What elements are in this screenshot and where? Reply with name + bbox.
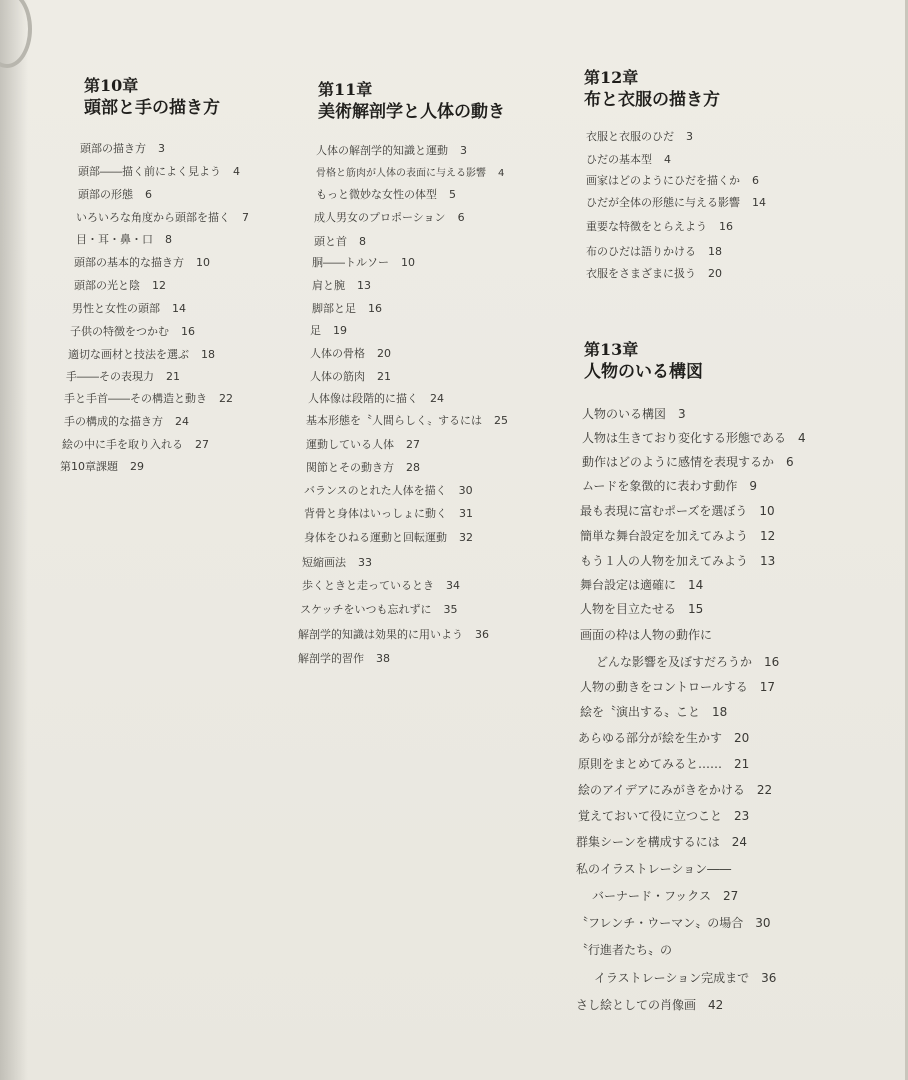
entry-page: 12	[760, 529, 776, 543]
entry-page: 6	[145, 188, 152, 201]
toc-entry[interactable]	[580, 502, 775, 519]
entry-title: 人体の解剖学的知識と運動	[316, 144, 448, 157]
entry-title: あらゆる部分が絵を生かす	[578, 731, 723, 745]
entry-page: 21	[166, 370, 180, 383]
entry-page: 8	[165, 233, 172, 246]
toc-entry[interactable]	[64, 413, 189, 429]
entry-title: 身体をひねる運動と回転運動	[304, 531, 447, 544]
toc-entry[interactable]	[586, 265, 722, 281]
toc-entry[interactable]	[316, 164, 504, 179]
toc-entry[interactable]	[76, 231, 172, 247]
toc-entry[interactable]	[312, 300, 382, 316]
toc-entry[interactable]	[308, 390, 444, 406]
entry-title: 私のイラストレーション――	[576, 862, 732, 876]
entry-title: もう１人の人物を加えてみよう	[580, 554, 749, 568]
entry-page: 30	[458, 484, 473, 497]
entry-title: 人物のいる構図	[582, 407, 667, 421]
entry-title: 重要な特徴をとらえよう	[586, 220, 707, 233]
entry-title: 歩くときと走っているとき	[302, 579, 434, 592]
entry-page: 10	[759, 504, 775, 518]
toc-entry[interactable]	[306, 459, 420, 475]
toc-entry[interactable]	[314, 209, 465, 225]
entry-title: 衣服をさまざまに扱う	[586, 267, 696, 280]
chapter-number: 第13章	[584, 340, 639, 359]
toc-entry[interactable]	[586, 151, 671, 167]
entry-title: 絵の中に手を取り入れる	[62, 438, 183, 451]
entry-page: 12	[152, 279, 166, 292]
toc-entry[interactable]	[578, 729, 749, 746]
entry-title: イラストレーション完成まで	[594, 971, 750, 985]
chapter-number: 第10章	[84, 76, 139, 95]
entry-title: 頭部の形態	[78, 188, 133, 201]
entry-title: 目・耳・鼻・口	[76, 233, 153, 246]
entry-title: 舞台設定は適確に	[580, 578, 677, 592]
entry-title: 子供の特徴をつかむ	[70, 325, 169, 338]
entry-title: 手と手首――その構造と動き	[64, 392, 207, 405]
toc-entry[interactable]	[576, 914, 771, 931]
entry-page: 10	[401, 256, 415, 269]
entry-page: 20	[708, 267, 722, 280]
entry-title: 人体の筋肉	[310, 370, 365, 383]
entry-title: 適切な画材と技法を選ぶ	[68, 348, 189, 361]
binding-shadow	[0, 0, 28, 1080]
entry-title: 成人男女のプロポーション	[314, 211, 446, 224]
entry-page: 6	[786, 455, 794, 469]
entry-title: 〝フレンチ・ウーマン〟の場合	[576, 916, 744, 930]
entry-page: 4	[233, 165, 240, 178]
toc-entry[interactable]	[60, 458, 144, 474]
toc-entry[interactable]	[298, 650, 390, 666]
toc-entry[interactable]	[80, 140, 165, 156]
entry-page: 16	[368, 302, 382, 315]
entry-page: 36	[761, 971, 777, 985]
entry-page: 35	[443, 603, 458, 616]
toc-entry[interactable]	[576, 996, 723, 1013]
entry-title: 簡単な舞台設定を加えてみよう	[580, 529, 749, 543]
entry-page: 32	[459, 531, 473, 544]
entry-page: 4	[798, 431, 806, 445]
entry-page: 27	[723, 889, 739, 903]
toc-entry[interactable]	[304, 482, 473, 498]
entry-title: 画家はどのようにひだを描くか	[586, 174, 740, 187]
entry-title: 動作はどのように感情を表現するか	[582, 455, 775, 469]
entry-page: 9	[749, 479, 758, 493]
entry-page: 17	[759, 680, 776, 694]
toc-entry[interactable]	[580, 678, 775, 695]
entry-title: 短縮画法	[302, 556, 346, 569]
toc-entry[interactable]	[580, 600, 703, 617]
entry-page: 5	[449, 188, 456, 201]
toc-entry[interactable]	[582, 405, 686, 422]
toc-entry[interactable]	[298, 626, 489, 642]
entry-page: 25	[494, 414, 508, 427]
entry-page: 8	[359, 235, 366, 248]
toc-entry[interactable]	[586, 128, 693, 144]
toc-entry[interactable]	[586, 243, 722, 259]
entry-page: 28	[406, 461, 420, 474]
toc-entry[interactable]	[310, 322, 347, 338]
entry-title: 布のひだは語りかける	[586, 245, 696, 258]
entry-title: 群集シーンを構成するには	[576, 835, 720, 849]
toc-entry[interactable]	[300, 601, 457, 617]
entry-page: 36	[475, 628, 489, 641]
toc-entry[interactable]	[582, 429, 806, 446]
toc-entry[interactable]	[76, 209, 249, 225]
toc-entry[interactable]	[304, 505, 473, 521]
toc-entry-continued[interactable]	[592, 887, 738, 904]
entry-title: 基本形態を〝人間らしく〟するには	[306, 414, 482, 427]
entry-page: 27	[406, 438, 420, 451]
entry-title: 人体像は段階的に描く	[308, 392, 418, 405]
entry-page: 31	[459, 507, 473, 520]
entry-page: 20	[734, 731, 750, 745]
toc-entry[interactable]	[578, 755, 749, 772]
entry-title: 原則をまとめてみると……	[578, 757, 723, 771]
entry-page: 19	[333, 324, 347, 337]
entry-page: 16	[181, 325, 195, 338]
toc-entry[interactable]	[302, 577, 460, 593]
entry-page: 30	[755, 916, 771, 930]
entry-title: スケッチをいつも忘れずに	[300, 603, 432, 616]
entry-title: 関節とその動き方	[306, 461, 394, 474]
toc-entry[interactable]	[312, 254, 415, 270]
toc-entry[interactable]	[580, 626, 712, 643]
toc-entry[interactable]	[310, 368, 391, 384]
entry-page: 29	[130, 460, 144, 473]
toc-entry-continued[interactable]	[594, 969, 776, 986]
toc-entry[interactable]	[74, 254, 210, 270]
entry-page: 22	[756, 783, 773, 797]
toc-entry[interactable]	[64, 390, 233, 406]
toc-entry[interactable]	[580, 527, 775, 544]
entry-title: ムードを象徴的に表わす動作	[582, 479, 738, 493]
entry-page: 23	[734, 809, 750, 823]
toc-entry-continued[interactable]	[596, 653, 779, 670]
toc-entry[interactable]	[578, 781, 772, 798]
entry-page: 21	[377, 370, 391, 383]
entry-title: 〝行進者たち〟の	[576, 943, 673, 957]
entry-title: バーナード・フックス	[592, 889, 712, 903]
toc-entry[interactable]	[306, 436, 420, 452]
entry-title: 手の構成的な描き方	[64, 415, 163, 428]
entry-page: 6	[457, 211, 465, 224]
toc-entry[interactable]	[74, 277, 166, 293]
entry-page: 10	[196, 256, 210, 269]
chapter-number: 第11章	[318, 80, 373, 99]
entry-title: 覚えておいて役に立つこと	[578, 809, 723, 823]
entry-page: 14	[688, 578, 704, 592]
entry-title: いろいろな角度から頭部を描く	[76, 211, 230, 224]
entry-title: 最も表現に富むポーズを選ぼう	[580, 504, 748, 518]
entry-page: 14	[172, 302, 186, 315]
toc-entry[interactable]	[582, 477, 757, 494]
entry-page: 27	[195, 438, 209, 451]
entry-page: 3	[686, 130, 693, 143]
toc-entry[interactable]	[312, 277, 371, 293]
toc-entry[interactable]	[578, 807, 749, 824]
toc-entry[interactable]	[576, 860, 731, 877]
entry-title: 胴――トルソー	[312, 256, 389, 269]
entry-title: 足	[310, 324, 321, 337]
entry-title: ひだが全体の形態に与える影響	[586, 196, 740, 209]
chapter-title: 頭部と手の描き方	[84, 98, 220, 118]
entry-title: 解剖学的知識は効果的に用いよう	[298, 628, 463, 641]
toc-entry[interactable]	[68, 346, 215, 362]
entry-page: 24	[731, 835, 748, 849]
entry-title: 人物の動きをコントロールする	[580, 680, 748, 694]
entry-title: 頭部の描き方	[80, 142, 146, 155]
toc-entry[interactable]	[586, 194, 766, 210]
chapter-number: 第12章	[584, 68, 639, 87]
entry-title: 第10章課題	[60, 460, 118, 473]
entry-page: 24	[430, 392, 444, 405]
entry-page: 16	[764, 655, 780, 669]
entry-page: 7	[242, 211, 249, 224]
toc-entry[interactable]	[586, 172, 759, 188]
toc-entry[interactable]	[580, 703, 727, 720]
entry-page: 3	[460, 144, 467, 157]
entry-page: 21	[734, 757, 750, 771]
chapter-title: 布と衣服の描き方	[584, 90, 720, 110]
toc-entry[interactable]	[316, 186, 456, 202]
entry-page: 18	[712, 705, 728, 719]
entry-title: 人物は生きており変化する形態である	[582, 431, 787, 445]
entry-page: 4	[664, 153, 671, 166]
entry-title: 頭部の基本的な描き方	[74, 256, 184, 269]
entry-page: 33	[358, 556, 372, 569]
toc-entry[interactable]	[576, 833, 747, 850]
chapter-11-heading	[318, 80, 505, 124]
chapter-12-heading	[584, 68, 720, 112]
toc-entry[interactable]	[580, 576, 703, 593]
entry-title: 人体の骨格	[310, 347, 365, 360]
entry-title: 男性と女性の頭部	[72, 302, 160, 315]
chapter-title: 人物のいる構図	[584, 362, 703, 382]
entry-page: 3	[158, 142, 165, 155]
toc-entry[interactable]	[580, 552, 775, 569]
entry-page: 18	[708, 245, 722, 258]
entry-page: 13	[760, 554, 776, 568]
entry-title: 画面の枠は人物の動作に	[580, 628, 713, 642]
entry-page: 22	[219, 392, 233, 405]
toc-entry[interactable]	[582, 453, 794, 470]
entry-title: さし絵としての肖像画	[576, 998, 697, 1012]
toc-entry[interactable]	[70, 323, 195, 339]
entry-page: 14	[752, 196, 766, 209]
entry-title: 手――その表現力	[66, 370, 154, 383]
entry-title: 頭部――描く前によく見よう	[78, 165, 221, 178]
toc-entry[interactable]	[72, 300, 186, 316]
toc-entry[interactable]	[78, 186, 152, 202]
entry-title: 人物を目立たせる	[580, 602, 677, 616]
entry-title: バランスのとれた人体を描く	[304, 484, 447, 497]
entry-page: 38	[376, 652, 390, 665]
entry-page: 20	[377, 347, 391, 360]
toc-entry[interactable]	[302, 554, 372, 570]
entry-title: 頭と首	[314, 235, 347, 248]
entry-page: 3	[678, 407, 686, 421]
entry-title: 解剖学的習作	[298, 652, 364, 665]
entry-title: どんな影響を及ぼすだろうか	[596, 655, 753, 669]
entry-title: 背骨と身体はいっしょに動く	[304, 507, 447, 520]
entry-page: 13	[357, 279, 371, 292]
entry-title: 肩と腕	[312, 279, 345, 292]
toc-entry[interactable]	[304, 529, 473, 545]
entry-title: 運動している人体	[306, 438, 394, 451]
entry-title: 衣服と衣服のひだ	[586, 130, 674, 143]
entry-title: 脚部と足	[312, 302, 356, 315]
toc-entry[interactable]	[586, 218, 733, 234]
entry-title: 骨格と筋肉が人体の表面に与える影響	[316, 168, 486, 179]
toc-entry[interactable]	[310, 345, 391, 361]
entry-page: 16	[719, 220, 733, 233]
toc-entry[interactable]	[66, 368, 180, 384]
entry-page: 6	[752, 174, 759, 187]
toc-entry[interactable]	[316, 142, 467, 158]
entry-page: 24	[175, 415, 189, 428]
entry-title: 頭部の光と陰	[74, 279, 140, 292]
entry-title: 絵を〝演出する〟こと	[580, 705, 701, 719]
toc-entry[interactable]	[576, 941, 672, 958]
toc-entry[interactable]	[306, 412, 508, 428]
entry-title: 絵のアイデアにみがきをかける	[578, 783, 745, 797]
entry-page: 42	[708, 998, 724, 1012]
toc-entry[interactable]	[62, 436, 209, 452]
entry-page: 15	[688, 602, 704, 616]
chapter-10-heading	[84, 76, 220, 120]
entry-title: もっと微妙な女性の体型	[316, 188, 437, 201]
entry-title: ひだの基本型	[586, 153, 652, 166]
chapter-13-heading	[584, 340, 703, 384]
entry-page: 4	[498, 168, 505, 179]
chapter-title: 美術解剖学と人体の動き	[318, 102, 505, 122]
entry-page: 34	[446, 579, 460, 592]
entry-page: 18	[201, 348, 215, 361]
toc-entry[interactable]	[314, 233, 366, 249]
toc-entry[interactable]	[78, 163, 240, 179]
